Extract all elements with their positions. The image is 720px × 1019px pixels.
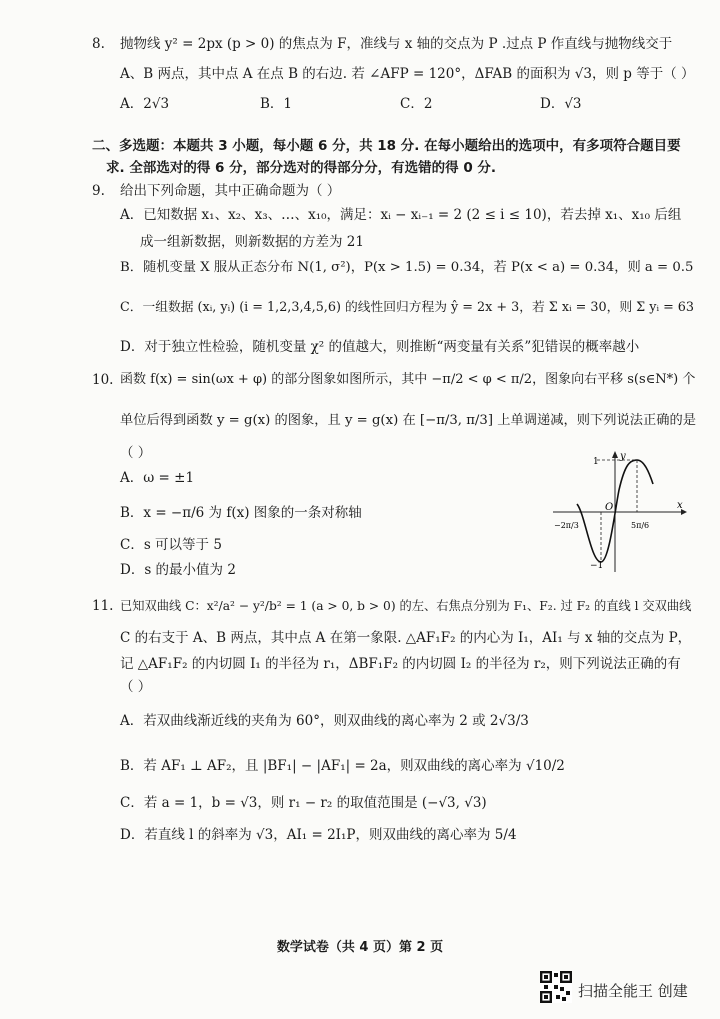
q11-stem-line3: 记 △AF₁F₂ 的内切圆 I₁ 的半径为 r₁，ΔBF₁F₂ 的内切圆 I₂ 的半径为 r₂，则下列说法正确的有 <box>120 656 681 672</box>
q9-stem: 给出下列命题，其中正确命题为（ ） <box>120 183 341 199</box>
q10-stem-line1: 函数 f(x) = sin(ωx + φ) 的部分图象如图所示，其中 −π/2 < φ < π/2，图象向右平移 s(s∈N*) 个 <box>120 372 696 387</box>
graph-left-tick-label: −2π/3 <box>554 521 579 530</box>
qr-code-icon <box>540 971 572 1003</box>
q10-option-c: C．s 可以等于 5 <box>120 537 222 553</box>
q8-option-b: B．1 <box>260 96 293 112</box>
q8-stem-line2: A、B 两点，其中点 A 在点 B 的右边. 若 ∠AFP = 120°，ΔFAB 的面积为 √3，则 p 等于（ ） <box>120 66 695 82</box>
q11-option-b: B．若 AF₁ ⊥ AF₂，且 |BF₁| − |AF₁| = 2a，则双曲线的离心率为 √10/2 <box>120 758 565 774</box>
q9-option-d: D．对于独立性检验，随机变量 χ² 的值越大，则推断“两变量有关系”犯错误的概率越小 <box>120 339 640 355</box>
q9-number: 9. <box>92 183 105 199</box>
graph-y-top-label: 1 <box>593 457 599 467</box>
q11-option-d: D．若直线 l 的斜率为 √3，AI₁ = 2I₁P，则双曲线的离心率为 5/4 <box>120 827 517 843</box>
q9-option-c: C．一组数据 (xᵢ, yᵢ) (i = 1,2,3,4,5,6) 的线性回归方程为 ŷ = 2x + 3，若 Σ xᵢ = 30，则 Σ yᵢ = 63 <box>120 300 695 315</box>
page-footer: 数学试卷（共 4 页）第 2 页 <box>276 940 444 955</box>
section2-heading-line1: 二、多选题：本题共 3 小题，每小题 6 分，共 18 分. 在每小题给出的选项中，有多项符合题目要 <box>92 138 681 154</box>
q10-function-graph <box>553 450 688 575</box>
q8-option-a: A．2√3 <box>120 96 170 112</box>
q8-number: 8. <box>92 36 105 52</box>
q11-stem-line2: C 的右支于 A、B 两点，其中点 A 在第一象限. △AF₁F₂ 的内心为 I₁，AI₁ 与 x 轴的交点为 P， <box>120 630 692 646</box>
q8-option-c: C．2 <box>400 96 433 112</box>
q10-stem-line2: 单位后得到函数 y = g(x) 的图象，且 y = g(x) 在 [−π/3, π/3] 上单调递减，则下列说法正确的是 <box>120 413 696 428</box>
graph-y-label: y <box>620 451 626 462</box>
q11-stem-line1: 已知双曲线 C：x²/a² − y²/b² = 1 (a > 0, b > 0) 的左、右焦点分别为 F₁、F₂. 过 F₂ 的直线 l 交双曲线 <box>120 599 692 613</box>
q10-number: 10. <box>92 372 114 388</box>
q11-number: 11. <box>92 598 114 614</box>
q11-stem-line4: （ ） <box>120 679 152 695</box>
graph-y-bottom-label: −1 <box>590 561 604 571</box>
section2-heading-line2: 求. 全部选对的得 6 分，部分选对的得部分分，有选错的得 0 分. <box>106 160 497 176</box>
q9-option-a-line1: A．已知数据 x₁、x₂、x₃、…、x₁₀，满足：xᵢ − xᵢ₋₁ = 2 (2 ≤ i ≤ 10)，若去掉 x₁、x₁₀ 后组 <box>120 207 682 223</box>
q9-option-a-line2: 成一组新数据，则新数据的方差为 21 <box>140 234 364 250</box>
q11-option-a: A．若双曲线渐近线的夹角为 60°，则双曲线的离心率为 2 或 2√3/3 <box>120 713 529 729</box>
graph-x-label: x <box>677 500 683 511</box>
q9-option-b: B．随机变量 X 服从正态分布 N(1, σ²)，P(x > 1.5) = 0.34，若 P(x < a) = 0.34，则 a = 0.5 <box>120 260 694 275</box>
q8-option-d: D．√3 <box>540 96 582 112</box>
graph-y-arrow <box>612 451 618 458</box>
graph-right-tick-label: 5π/6 <box>631 521 650 530</box>
q11-option-c: C．若 a = 1，b = √3，则 r₁ − r₂ 的取值范围是 (−√3, √3) <box>120 795 487 811</box>
q10-option-a: A．ω = ±1 <box>120 470 195 486</box>
q10-option-b: B．x = −π/6 为 f(x) 图象的一条对称轴 <box>120 505 362 521</box>
q10-option-d: D．s 的最小值为 2 <box>120 562 236 578</box>
graph-origin-label: O <box>605 502 614 513</box>
q10-stem-line3: （ ） <box>120 445 152 461</box>
scanner-brand-watermark: 扫描全能王 创建 <box>578 982 688 1000</box>
q8-stem-line1: 抛物线 y² = 2px (p > 0) 的焦点为 F，准线与 x 轴的交点为 P .过点 P 作直线与抛物线交于 <box>120 36 673 52</box>
